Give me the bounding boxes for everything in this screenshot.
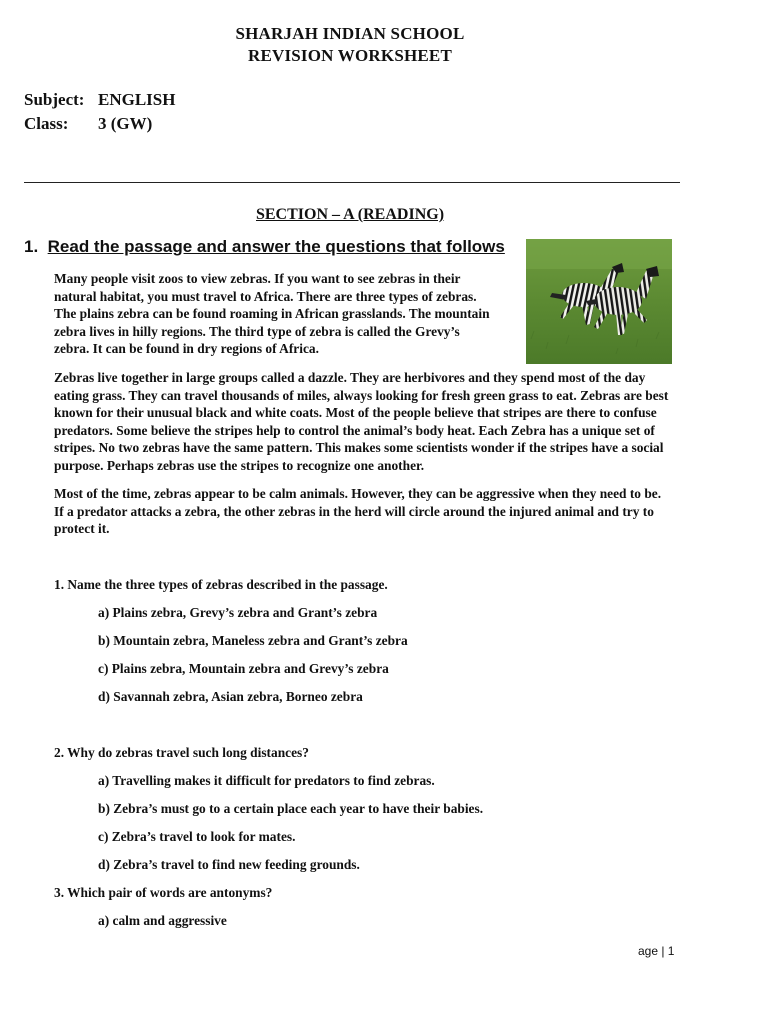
passage-paragraph-1	[54, 270, 524, 358]
passage-paragraph-3: Most of the time, zebras appear to be calm animals. However, they can be aggressive when they need to be. If a predator attacks a zebra, the other zebras in the herd will circle around the injured animal and try to protect it.	[54, 486, 662, 537]
section-title: SECTION – A (READING)	[255, 206, 445, 223]
class-value: 3 (GW)	[98, 114, 153, 133]
subject-value: ENGLISH	[98, 90, 176, 109]
passage-line: zebra lives in hilly regions. The third type of zebra is called the Grevy’s	[54, 323, 460, 339]
question1-number: 1.	[24, 237, 39, 256]
passage-line: Many people visit zoos to view zebras. If you want to see zebras in their	[54, 271, 461, 286]
question-2-option-d: d) Zebra’s travel to find new feeding grounds.	[98, 857, 360, 872]
question-1-option-c: c) Plains zebra, Mountain zebra and Grevy’s zebra	[98, 661, 389, 676]
question-3-text: 3. Which pair of words are antonyms?	[54, 885, 273, 900]
subject-label: Subject:	[24, 90, 85, 109]
class-label: Class:	[24, 114, 69, 133]
passage-line: The plains zebra can be found roaming in African grasslands. The mountain	[54, 306, 490, 322]
question-2-option-b: b) Zebra’s must go to a certain place each year to have their babies.	[98, 801, 484, 816]
passage-line: zebra. It can be found in dry regions of Africa.	[54, 341, 319, 357]
page-number: age | 1	[638, 944, 675, 958]
question-1-text: 1. Name the three types of zebras described in the passage.	[54, 577, 388, 592]
zebras-photo	[526, 239, 672, 364]
subject-row	[24, 90, 175, 110]
question1-heading	[24, 237, 505, 257]
question-1-option-a: a) Plains zebra, Grevy’s zebra and Grant’s zebra	[98, 605, 378, 620]
passage-paragraph-2: Zebras live together in large groups called a dazzle. They are herbivores and they spend most of the day eating grass. They can travel thousands of miles, always looking for fresh green grass to eat. Zebras are best known for their unusual black and white coats. Most of the people believe that stripes are there to confuse predators. Some believe the stripes help to control the animal’s body heat. Each Zebra has a unique set of stripes. No two zebras have the same pattern. This makes some scientists wonder if the stripes have a social purpose. Perhaps zebras use the stripes to recognize one another.	[54, 370, 669, 473]
question-2-text: 2. Why do zebras travel such long distances?	[54, 745, 309, 760]
class-row	[24, 114, 152, 134]
worksheet-title: REVISION WORKSHEET	[247, 46, 453, 65]
divider-line	[24, 182, 680, 183]
question-1-option-b: b) Mountain zebra, Maneless zebra and Grant’s zebra	[98, 633, 408, 648]
school-name: SHARJAH INDIAN SCHOOL	[235, 24, 465, 43]
question1-instruction: Read the passage and answer the questions that follows	[47, 237, 505, 256]
question-1-option-d: d) Savannah zebra, Asian zebra, Borneo zebra	[98, 689, 363, 704]
question-2-option-c: c) Zebra’s travel to look for mates.	[98, 829, 296, 844]
passage-line: natural habitat, you must travel to Africa. There are three types of zebras.	[54, 288, 477, 304]
question-3-option-a: a) calm and aggressive	[98, 913, 227, 928]
question-2-option-a: a) Travelling makes it difficult for predators to find zebras.	[98, 773, 435, 788]
